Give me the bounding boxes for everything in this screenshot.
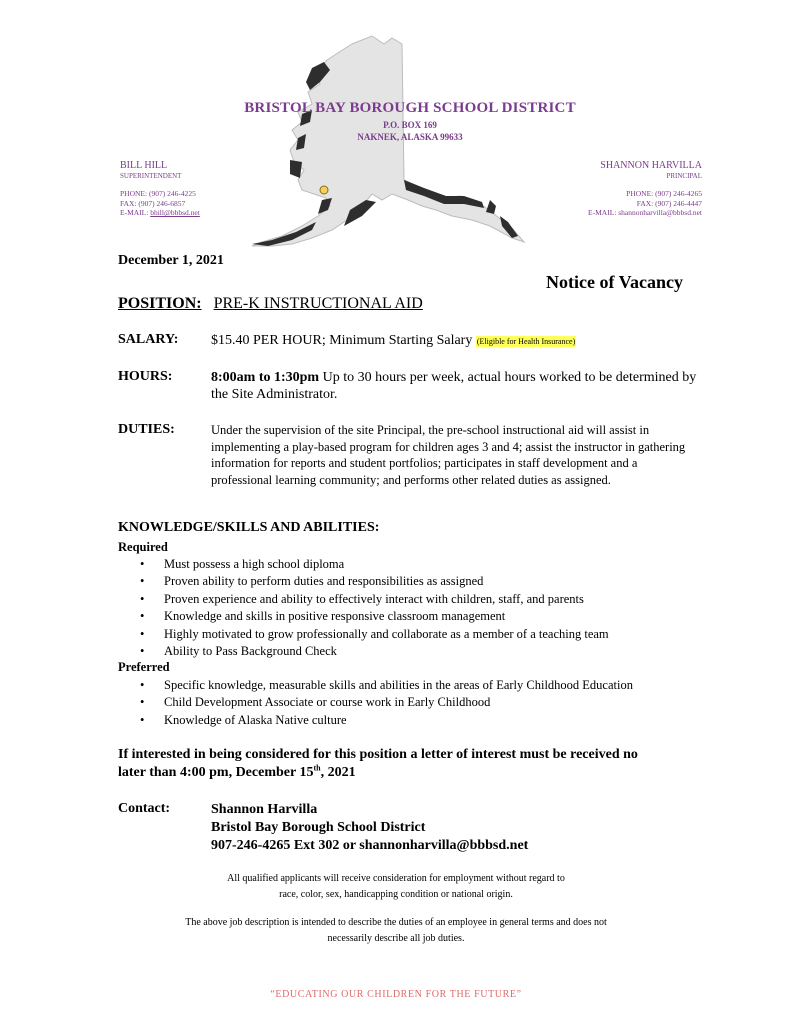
hours-body [211, 369, 701, 403]
interest-date-start: later than 4:00 pm, December 15 [118, 765, 314, 780]
required-label: Required [118, 540, 168, 554]
interest-date-end: , 2021 [320, 765, 356, 780]
interest-date-suffix: th [313, 763, 321, 773]
superintendent-email-label: E-MAIL: [120, 208, 149, 217]
duties-text: Under the supervision of the site Principal, the pre-school instructional aid will assist in implementing a play-based program for children ages 3 and 4; assist the instructor in gathering information for reports and student portfolios; participates in staff development and a professional learning community; and performs other related duties as assigned. [211, 423, 686, 487]
position-line [118, 295, 423, 313]
contact-block [211, 801, 528, 855]
position-label: POSITION: [118, 295, 202, 312]
salary-body [211, 332, 701, 350]
superintendent-block [120, 160, 200, 218]
superintendent-email-link[interactable]: bhill@bbbsd.net [150, 208, 200, 217]
disclaimer-line-2: necessarily describe all job duties. [327, 933, 465, 944]
list-item: • Highly motivated to grow professionally and collaborate as a member of a teaching team [140, 626, 609, 643]
job-description-disclaimer [0, 915, 792, 947]
district-city: NAKNEK, ALASKA 99633 [357, 132, 463, 142]
list-item: • Knowledge and skills in positive responsive classroom management [140, 608, 609, 625]
principal-title: PRINCIPAL [666, 172, 702, 180]
preferred-label: Preferred [118, 660, 170, 674]
principal-phone: PHONE: (907) 246-4265 [626, 189, 702, 198]
footer-motto: “EDUCATING OUR CHILDREN FOR THE FUTURE” [270, 989, 522, 1000]
district-po-box: P.O. BOX 169 [383, 120, 437, 130]
superintendent-fax: FAX: (907) 246-6857 [120, 198, 186, 208]
list-item: • Proven experience and ability to effectively interact with children, staff, and parents [140, 591, 609, 608]
principal-email[interactable]: E-MAIL: shannonharvilla@bbbsd.net [588, 208, 702, 217]
list-item: • Must possess a high school diploma [140, 556, 609, 573]
contact-org: Bristol Bay Borough School District [211, 820, 426, 835]
list-item: • Ability to Pass Background Check [140, 643, 609, 660]
hours-text: Up to 30 hours per week, actual hours worked to be determined by the Site Administrator. [211, 370, 697, 402]
list-item: • Child Development Associate or course work in Early Childhood [140, 694, 633, 711]
interest-line-2 [118, 764, 718, 782]
list-item: • Proven ability to perform duties and responsibilities as assigned [140, 573, 609, 590]
contact-label: Contact: [118, 801, 171, 816]
salary-label: SALARY: [118, 332, 179, 347]
contact-name: Shannon Harvilla [211, 802, 318, 817]
position-value: PRE-K INSTRUCTIONAL AID [213, 295, 423, 312]
health-insurance-note: (Eligible for Health Insurance) [476, 337, 576, 346]
superintendent-phone: PHONE: (907) 246-4225 [120, 189, 196, 198]
superintendent-name: BILL HILL [120, 160, 168, 171]
notice-title: Notice of Vacancy [546, 272, 683, 292]
eeo-line-1: All qualified applicants will receive consideration for employment without regard to [227, 873, 565, 884]
eeo-statement [0, 871, 792, 903]
principal-name: SHANNON HARVILLA [600, 160, 702, 171]
principal-fax: FAX: (907) 246-4447 [636, 198, 702, 208]
district-address [160, 119, 660, 143]
interest-line-1: If interested in being considered for this position a letter of interest must be received no [118, 747, 638, 762]
ksa-heading: KNOWLEDGE/SKILLS AND ABILITIES: [118, 520, 380, 535]
list-item: • Specific knowledge, measurable skills and abilities in the areas of Early Childhood Education [140, 677, 633, 694]
interest-deadline [118, 746, 718, 782]
principal-block [588, 160, 702, 218]
superintendent-title: SUPERINTENDENT [120, 172, 182, 180]
duties-label: DUTIES: [118, 422, 175, 437]
hours-label: HOURS: [118, 369, 173, 384]
list-item: • Knowledge of Alaska Native culture [140, 712, 633, 729]
notice-date: December 1, 2021 [118, 253, 224, 268]
superintendent-email-line [120, 208, 200, 218]
preferred-list [140, 677, 633, 729]
contact-phone-email[interactable]: 907-246-4265 Ext 302 or shannonharvilla@bbbsd.net [211, 838, 529, 853]
salary-value: $15.40 PER HOUR; Minimum Starting Salary [211, 333, 473, 348]
hours-time: 8:00am to 1:30pm [211, 370, 320, 385]
district-name: BRISTOL BAY BOROUGH SCHOOL DISTRICT [244, 100, 576, 116]
required-list [140, 556, 609, 660]
eeo-line-2: race, color, sex, handicapping condition or national origin. [279, 889, 513, 900]
disclaimer-line-1: The above job description is intended to describe the duties of an employee in general terms and does not [185, 917, 607, 928]
